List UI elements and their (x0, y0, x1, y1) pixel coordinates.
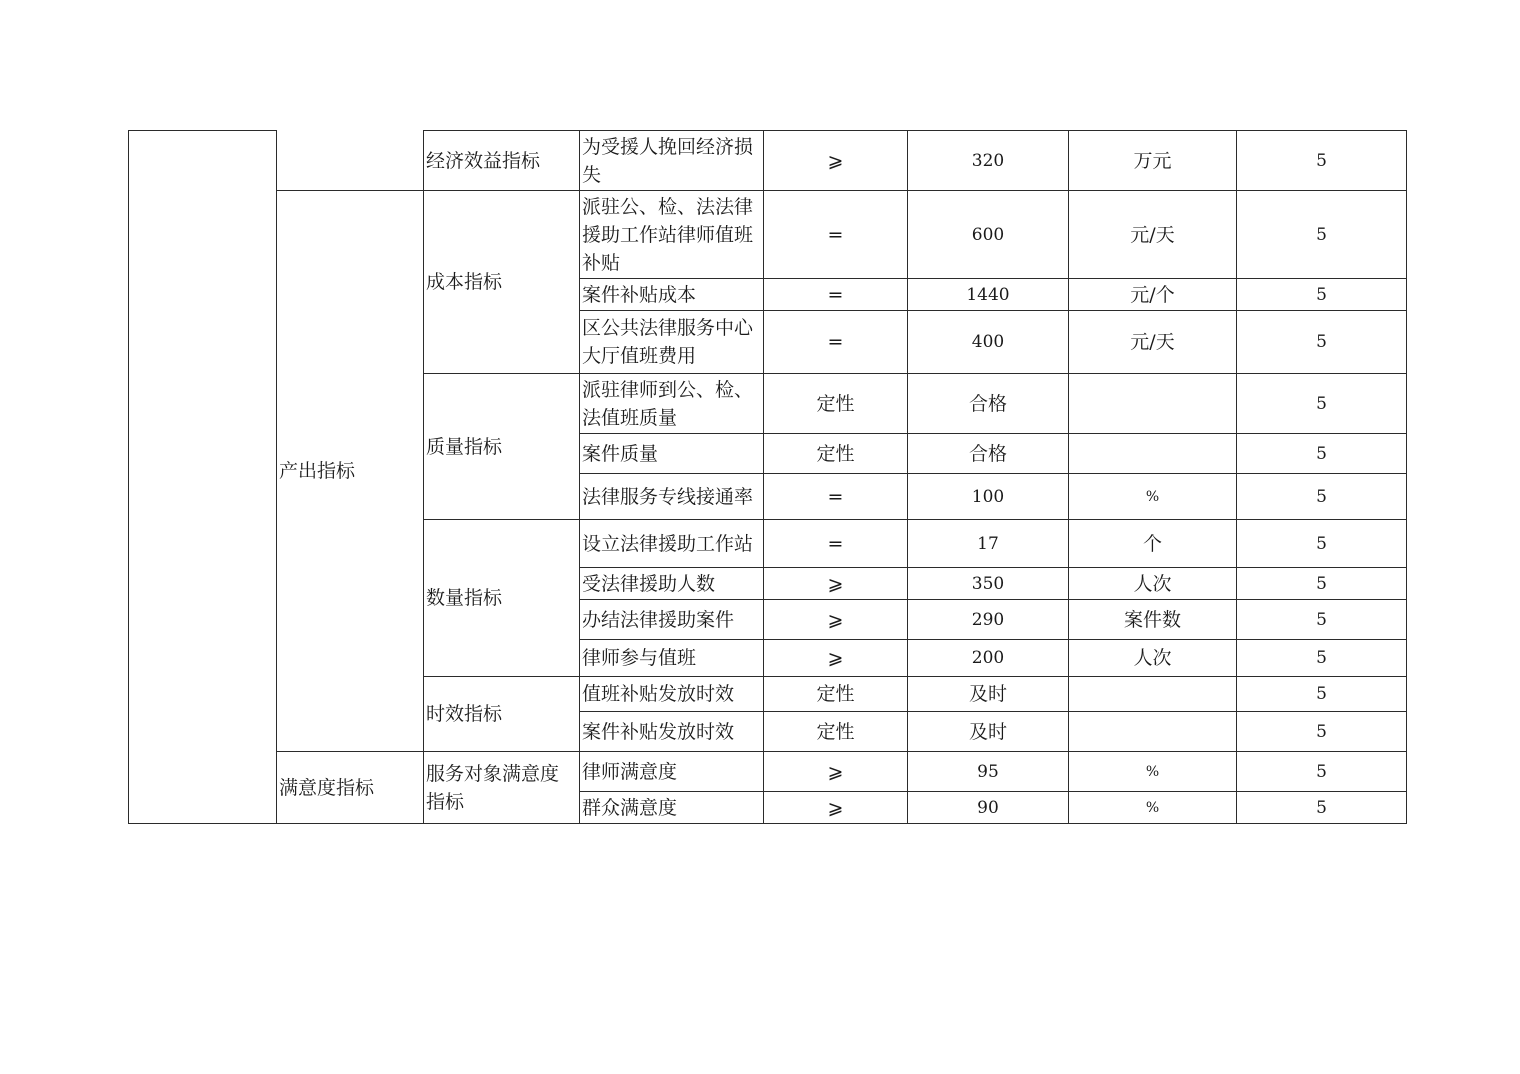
unit-cell: % (1069, 792, 1237, 824)
level3-cell: 时效指标 (424, 677, 580, 752)
table-row (129, 752, 1407, 792)
target-value-cell: 100 (908, 474, 1069, 520)
indicator-cell: 为受援人挽回经济损失 (580, 131, 764, 191)
unit-cell: 元/天 (1069, 191, 1237, 279)
indicator-cell: 案件补贴发放时效 (580, 712, 764, 752)
operator-cell: = (764, 474, 908, 520)
indicator-cell: 案件补贴成本 (580, 279, 764, 311)
indicator-cell: 群众满意度 (580, 792, 764, 824)
unit-cell: 元/个 (1069, 279, 1237, 311)
target-value-cell: 320 (908, 131, 1069, 191)
target-value-cell: 合格 (908, 434, 1069, 474)
operator-cell: = (764, 191, 908, 279)
score-cell: 5 (1237, 311, 1407, 374)
level2-cell: 产出指标 (277, 191, 424, 752)
unit-cell: 个 (1069, 520, 1237, 568)
unit-cell: 案件数 (1069, 600, 1237, 640)
unit-cell: 人次 (1069, 640, 1237, 677)
target-value-cell: 合格 (908, 374, 1069, 434)
operator-cell: = (764, 311, 908, 374)
score-cell: 5 (1237, 279, 1407, 311)
operator-cell: 定性 (764, 712, 908, 752)
score-cell: 5 (1237, 792, 1407, 824)
target-value-cell: 290 (908, 600, 1069, 640)
target-value-cell: 17 (908, 520, 1069, 568)
operator-cell: ⩾ (764, 640, 908, 677)
unit-cell (1069, 434, 1237, 474)
indicator-cell: 设立法律援助工作站 (580, 520, 764, 568)
table-row (129, 131, 1407, 191)
score-cell: 5 (1237, 474, 1407, 520)
target-value-cell: 90 (908, 792, 1069, 824)
level2-cell (277, 131, 424, 191)
indicator-cell: 案件质量 (580, 434, 764, 474)
level2-cell: 满意度指标 (277, 752, 424, 824)
score-cell: 5 (1237, 600, 1407, 640)
unit-cell (1069, 374, 1237, 434)
indicator-cell: 派驻公、检、法法律援助工作站律师值班补贴 (580, 191, 764, 279)
score-cell: 5 (1237, 568, 1407, 600)
operator-cell: 定性 (764, 374, 908, 434)
score-cell: 5 (1237, 434, 1407, 474)
unit-cell: % (1069, 752, 1237, 792)
unit-cell: 人次 (1069, 568, 1237, 600)
operator-cell: ⩾ (764, 752, 908, 792)
target-value-cell: 600 (908, 191, 1069, 279)
level3-cell: 成本指标 (424, 191, 580, 374)
unit-cell: % (1069, 474, 1237, 520)
indicator-cell: 律师满意度 (580, 752, 764, 792)
target-value-cell: 350 (908, 568, 1069, 600)
indicator-cell: 受法律援助人数 (580, 568, 764, 600)
indicator-cell: 律师参与值班 (580, 640, 764, 677)
performance-indicator-table (128, 130, 1407, 824)
operator-cell: ⩾ (764, 568, 908, 600)
indicator-cell: 派驻律师到公、检、法值班质量 (580, 374, 764, 434)
unit-cell (1069, 712, 1237, 752)
unit-cell: 元/天 (1069, 311, 1237, 374)
level3-cell: 质量指标 (424, 374, 580, 520)
target-value-cell: 及时 (908, 677, 1069, 712)
score-cell: 5 (1237, 677, 1407, 712)
score-cell: 5 (1237, 131, 1407, 191)
target-value-cell: 1440 (908, 279, 1069, 311)
indicator-cell: 区公共法律服务中心大厅值班费用 (580, 311, 764, 374)
target-value-cell: 95 (908, 752, 1069, 792)
score-cell: 5 (1237, 640, 1407, 677)
operator-cell: = (764, 520, 908, 568)
unit-cell: 万元 (1069, 131, 1237, 191)
level3-cell: 数量指标 (424, 520, 580, 677)
level3-cell: 经济效益指标 (424, 131, 580, 191)
operator-cell: ⩾ (764, 600, 908, 640)
score-cell: 5 (1237, 191, 1407, 279)
target-value-cell: 400 (908, 311, 1069, 374)
operator-cell: = (764, 279, 908, 311)
operator-cell: ⩾ (764, 131, 908, 191)
unit-cell (1069, 677, 1237, 712)
target-value-cell: 及时 (908, 712, 1069, 752)
level1-cell (129, 131, 277, 824)
indicator-cell: 法律服务专线接通率 (580, 474, 764, 520)
score-cell: 5 (1237, 374, 1407, 434)
table-row (129, 191, 1407, 279)
indicator-cell: 值班补贴发放时效 (580, 677, 764, 712)
score-cell: 5 (1237, 712, 1407, 752)
indicator-cell: 办结法律援助案件 (580, 600, 764, 640)
score-cell: 5 (1237, 520, 1407, 568)
operator-cell: ⩾ (764, 792, 908, 824)
level3-cell: 服务对象满意度指标 (424, 752, 580, 824)
operator-cell: 定性 (764, 434, 908, 474)
score-cell: 5 (1237, 752, 1407, 792)
operator-cell: 定性 (764, 677, 908, 712)
target-value-cell: 200 (908, 640, 1069, 677)
